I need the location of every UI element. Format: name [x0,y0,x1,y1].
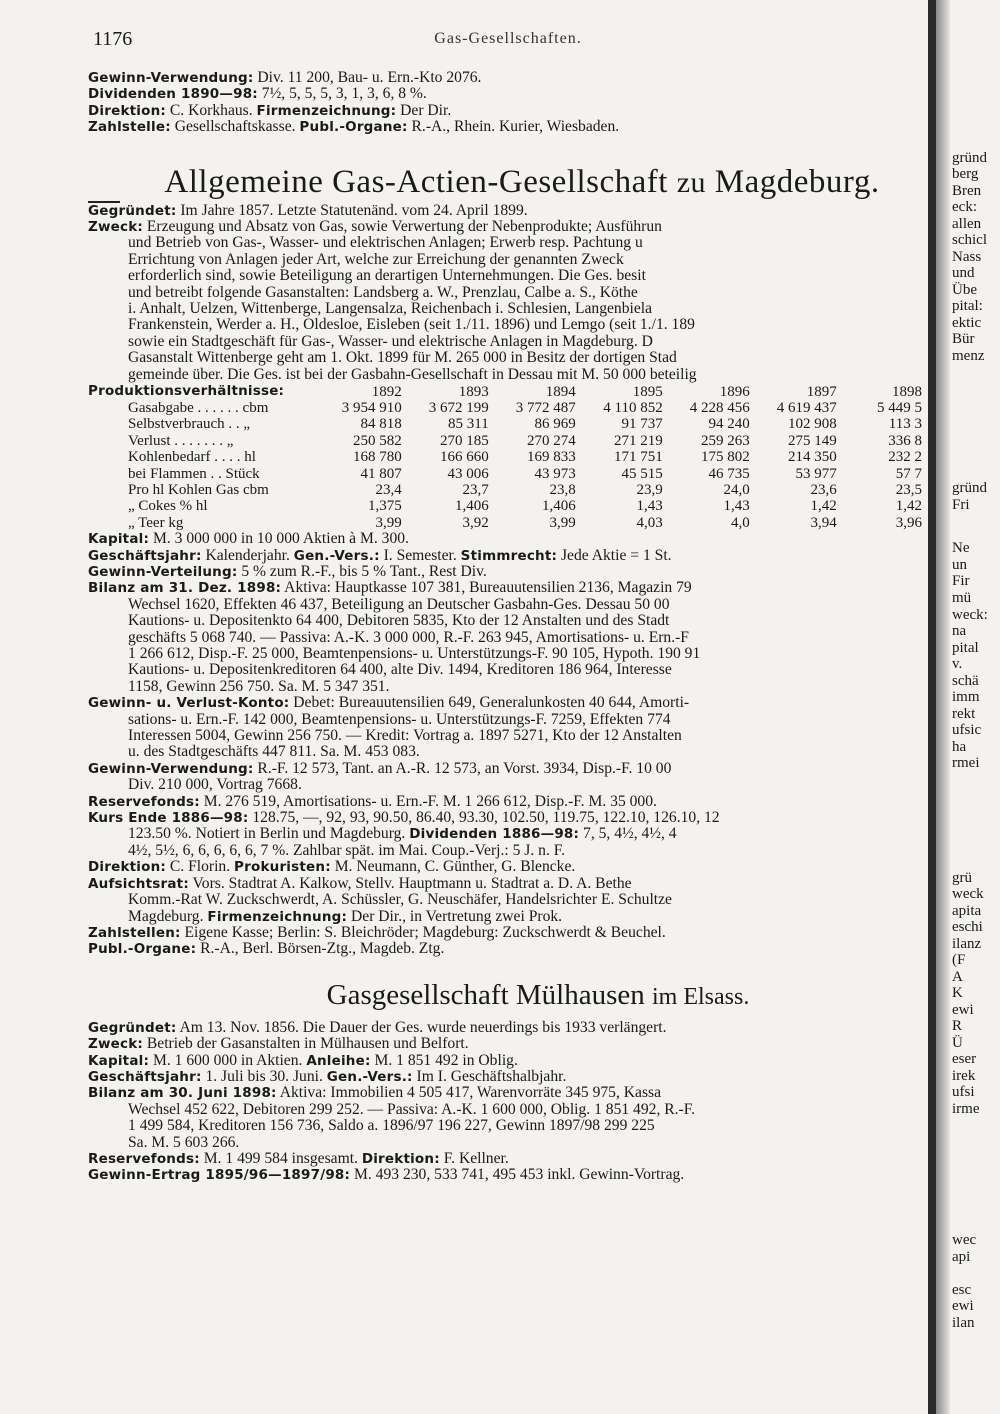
table-cell: 43 973 [534,465,576,482]
company-title-magdeburg [88,162,928,203]
table-cell: 169 833 [527,449,576,466]
table-cell: 84 818 [360,416,402,433]
margin-fragment: v. [952,656,963,672]
year-header: 1892 [371,383,402,400]
table-cell: 43 006 [447,465,489,482]
field-text: Am 13. Nov. 1856. Die Dauer der Ges. wurde neuerdings bis 1933 verlängert. [176,1019,667,1036]
row-label: Selbstverbrauch . . „ [128,416,251,433]
margin-fragment: mü [952,590,972,606]
field-key: Aufsichtsrat: [88,875,189,892]
field-key: Kapital: [88,531,150,548]
year-header: 1896 [719,383,750,400]
margin-fragment: gründ [952,480,987,496]
row-label: Verlust . . . . . . . „ [128,432,234,449]
table-row [128,433,928,449]
margin-fragment: weck [952,886,984,902]
field-text: Erzeugung und Absatz von Gas, sowie Verwertung der Nebenprodukte; Ausführun [143,219,662,236]
field-text: Eigene Kasse; Berlin: S. Bleichröder; Magdeburg: Zuckschwerdt & Beuchel. [180,924,666,941]
table-row [128,482,928,498]
field-text: R.-A., Rhein. Kurier, Wiesbaden. [407,119,620,136]
page-header [93,28,923,54]
table-cell: 1,406 [454,498,489,515]
field-text: 1 266 612, Disp.-F. 25 000, Beamtenpensions- u. Unterstützungs-F. 90 105, Hypoth. 190 91 [128,646,701,662]
title-main: Allgemeine Gas-Actien-Gesellschaft [164,163,668,200]
margin-fragment: ufsic [952,722,982,738]
field-text: Vors. Stadtrat A. Kalkow, Stellv. Hauptmann u. Stadtrat a. D. A. Bethe [188,875,632,892]
table-cell: 3 772 487 [515,399,576,416]
text-line [88,103,928,119]
text-line [88,1135,928,1151]
margin-fragment: ilanz [952,936,982,952]
year-header: 1894 [545,383,576,400]
field-text: F. Kellner. [439,1150,509,1167]
field-key: Gen.-Vers.: [293,547,380,564]
field-key: Gewinn-Verteilung: [88,563,238,580]
margin-fragment: Bür [952,331,975,347]
table-row [128,498,928,514]
field-key: Produktionsverhältnisse: [88,383,285,400]
page-fold [936,0,950,1414]
margin-fragment: A [952,969,963,985]
field-text: Kalenderjahr. [201,547,294,564]
text-line [88,86,928,102]
table-cell: 175 802 [701,449,750,466]
field-text: 7, 5, 4½, 4½, 4 [579,826,677,843]
table-cell: 23,4 [375,481,402,498]
row-label: bei Flammen . . Stück [128,465,260,482]
text-line [88,728,928,744]
field-text: 7½, 5, 5, 5, 3, 1, 3, 6, 8 %. [257,86,427,103]
running-title: Gas-Gesellschaften. [434,30,582,47]
field-key: Zweck: [88,219,143,236]
row-label: Kohlenbedarf . . . . hl [128,449,256,466]
table-cell: 113 3 [888,416,922,433]
field-key: Zweck: [88,1036,143,1053]
text-line [88,219,928,235]
table-cell: 23,8 [549,481,576,498]
field-text: Komm.-Rat W. Zuckschwerdt, A. Schüssler, G. Neuschäfer, Handelsrichter E. Schultze [128,892,672,909]
field-key: Bilanz am 31. Dez. 1898: [88,580,282,597]
field-text: I. Semester. [379,547,461,564]
field-text: Magdeburg. [128,908,208,925]
title-small: zu [676,165,707,199]
table-cell: 41 807 [360,465,402,482]
table-cell: 91 737 [621,416,663,433]
field-text: Jede Aktie = 1 St. [557,547,672,564]
text-line [88,761,928,777]
table-cell: 24,0 [723,481,750,498]
table-row [128,515,928,531]
year-header: 1893 [458,383,489,400]
margin-fragment: eser [952,1051,977,1067]
table-cell: 4,03 [636,514,663,531]
text-line [88,367,928,383]
margin-fragment: rmei [952,755,980,771]
text-line [88,679,928,695]
margin-fragment: irek [952,1068,976,1084]
field-key: Geschäftsjahr: [88,547,202,564]
text-line [88,268,928,284]
text-line [88,235,928,251]
margin-fragment: Fir [952,573,970,589]
field-text: Interessen 5004, Gewinn 256 750. — Kredit: Vortrag a. 1897 5271, Kto der 12 Anstalten [128,728,682,745]
text-line [88,695,928,711]
text-line [88,777,928,793]
margin-fragment: irme [952,1101,980,1117]
table-cell: 232 2 [888,449,922,466]
text-line [88,876,928,892]
text-line [88,662,928,678]
field-text: 1. Juli bis 30. Juni. [201,1068,327,1085]
table-cell: 1,375 [367,498,402,515]
text-line [88,712,928,728]
table-row [128,466,928,482]
field-key: Bilanz am 30. Juni 1898: [88,1085,277,1102]
table-cell: 1,43 [636,498,663,515]
field-key: Firmenzeichnung: [256,102,397,119]
margin-fragment: weck: [952,607,988,623]
table-cell: 94 240 [708,416,750,433]
field-key: Zahlstelle: [88,119,171,136]
margin-fragment: Fri [952,497,970,513]
table-cell: 1,42 [810,498,837,515]
field-zweck [88,219,928,383]
field-text: Im Jahre 1857. Letzte Statutenänd. vom 24. April 1899. [176,202,528,219]
year-header: 1897 [806,383,837,400]
text-line [88,531,928,547]
field-key: Geschäftsjahr: [88,1068,202,1085]
margin-fragment: ilan [952,1315,975,1331]
company2-details [88,1020,928,1184]
table-cell: 4 110 852 [603,399,663,416]
field-text: M. 1 851 492 in Oblig. [370,1052,518,1069]
field-text: C. Florin. [166,859,235,876]
text-line [88,843,928,859]
field-key: Publ.-Organe: [88,941,197,958]
field-text: M. 1 600 000 in Aktien. [149,1052,307,1069]
table-cell: 270 185 [439,432,489,449]
text-line [88,285,928,301]
text-line [88,909,928,925]
margin-fragment: ewi [952,1002,974,1018]
margin-fragment: K [952,985,963,1001]
table-cell: 3,99 [549,514,576,531]
table-cell: 4 228 456 [689,399,750,416]
table-cell: 3,96 [895,514,922,531]
field-text: 1 499 584, Kreditoren 156 736, Saldo a. 1896/97 196 227, Gewinn 1897/98 299 225 [128,1118,655,1135]
field-text: R.-A., Berl. Börsen-Ztg., Magdeb. Ztg. [196,941,445,958]
field-text: M. 1 499 584 insgesamt. [199,1150,362,1167]
text-line [88,859,928,875]
margin-fragment: menz [952,348,985,364]
table-cell: 1,42 [895,498,922,515]
text-line [88,580,928,596]
margin-fragment: wec [952,1232,977,1248]
field-text: sations- u. Ern.-F. 142 000, Beamtenpensions- u. Unterstützungs-F. 7259, Effekten 774 [128,711,671,728]
margin-fragment: Nass [952,249,982,265]
previous-entry [88,70,928,136]
text-line [88,1102,928,1118]
text-line [88,925,928,941]
text-line [88,1020,928,1036]
text-line [88,317,928,333]
field-text: R.-F. 12 573, Tant. an A.-R. 12 573, an Vorst. 3934, Disp.-F. 10 00 [253,760,672,777]
field-text: 5 % zum R.-F., bis 5 % Tant., Rest Div. [237,563,487,580]
text-line [88,1036,928,1052]
table-row [128,400,928,416]
field-text: Frankenstein, Werder a. H., Oldesloe, Eisleben (seit 1./11. 1896) und Lemgo (seit 1./1. 189 [128,317,695,334]
company1-details [88,531,928,958]
text-line [88,1151,928,1167]
text-line [88,350,928,366]
margin-fragment: pital [952,640,979,656]
text-line [88,613,928,629]
field-text: Der Dir. [396,102,452,119]
field-text: Wechsel 452 622, Debitoren 299 252. — Passiva: A.-K. 1 600 000, Oblig. 1 851 492, R.-F. [128,1101,696,1118]
margin-fragment: api [952,1249,971,1265]
text-line [88,548,928,564]
table-cell: 259 263 [701,432,750,449]
field-key: Kapital: [88,1052,150,1069]
margin-fragment: esc [952,1282,972,1298]
field-text: C. Korkhaus. [166,102,257,119]
table-cell: 336 8 [888,432,922,449]
field-text: M. Neumann, C. Günther, G. Blencke. [330,859,576,876]
field-gegruendet [88,203,928,219]
text-line [88,597,928,613]
field-text: M. 493 230, 533 741, 495 453 inkl. Gewinn-Vortrag. [350,1167,685,1184]
field-text: 4½, 5½, 6, 6, 6, 6, 6, 7 %. Zahlbar spät. im Mai. Coup.-Verj.: 5 J. n. F. [128,842,566,859]
text-line [88,334,928,350]
table-cell: 23,6 [810,481,837,498]
text-line [88,794,928,810]
table-cell: 214 350 [788,449,837,466]
field-text: geschäfts 5 068 740. — Passiva: A.-K. 3 000 000, R.-F. 263 945, Amortisations- u. Ern.-F [128,629,689,646]
field-key: Gewinn- u. Verlust-Konto: [88,695,290,712]
field-text: gemeinde über. Die Ges. ist bei der Gasbahn-Gesellschaft in Dessau mit M. 50 000 beteilig [128,366,697,383]
text-column [88,70,928,1184]
field-text: sowie ein Stadtgeschäft für Gas-, Wasser- und elektrische Anlagen in Magdeburg. D [128,333,653,350]
text-line [88,1167,928,1183]
field-text: Wechsel 1620, Effekten 46 437, Beteiligung an Deutscher Gasbahn-Ges. Dessau 50 00 [128,596,670,613]
margin-fragment: Ne [952,540,970,556]
text-line [88,1085,928,1101]
table-cell: 1,406 [542,498,576,515]
text-line [88,646,928,662]
text-line [88,892,928,908]
text-line [88,1118,928,1134]
field-text: i. Anhalt, Uelzen, Wittenberge, Langensalza, Reichenbach i. Schlesien, Langenbiela [128,301,653,318]
margin-fragment: gründ [952,150,987,166]
field-text: Div. 210 000, Vortrag 7668. [128,777,302,794]
margin-fragment: eck: [952,199,977,215]
margin-fragment: imm [952,689,980,705]
table-cell: 1,43 [723,498,750,515]
field-text: Debet: Bureauutensilien 649, Generalunkosten 40 644, Amorti- [289,695,690,712]
margin-fragment: grü [952,870,972,886]
text-line [88,744,928,760]
table-cell: 23,7 [462,481,489,498]
field-key: Dividenden 1890—98: [88,86,258,103]
text-line [88,119,928,135]
field-key: Direktion: [88,859,166,876]
row-label: „ Teer kg [128,514,184,531]
table-cell: 3,94 [810,514,837,531]
field-key: Anleihe: [306,1052,371,1069]
table-cell: 23,9 [636,481,663,498]
field-key: Zahlstellen: [88,924,181,941]
table-row [128,449,928,465]
field-text: und betreibt folgende Gasanstalten: Landsberg a. W., Prenzlau, Calbe a. S., Köthe [128,284,638,301]
field-key: Stimmrecht: [460,547,558,564]
adjacent-page-fragments [950,0,1000,1414]
margin-fragment: und [952,265,975,281]
table-cell: 275 149 [788,432,837,449]
margin-fragment: ha [952,739,967,755]
field-text: erforderlich sind, sowie Beteiligung an derartigen Unternehmungen. Die Ges. besit [128,268,646,285]
margin-fragment: Bren [952,183,982,199]
field-key: Gen.-Vers.: [326,1068,413,1085]
field-key: Gegründet: [88,1019,177,1036]
field-key: Dividenden 1886—98: [409,826,580,843]
year-header: 1898 [892,383,922,400]
field-key: Firmenzeichnung: [207,908,348,925]
field-key: Reservefonds: [88,793,200,810]
table-cell: 86 969 [534,416,576,433]
table-cell: 3 672 199 [428,399,489,416]
margin-fragment: Ü [952,1035,963,1051]
field-text: Kautions- u. Depositenkreditoren 64 400, alte Div. 1494, Kreditoren 186 964, Interesse [128,662,672,679]
field-text: und Betrieb von Gas-, Wasser- und elektrischen Anlagen; Erwerb resp. Pachtung u [128,235,643,252]
table-cell: 46 735 [708,465,750,482]
field-key: Gewinn-Verwendung: [88,70,254,86]
field-key: Direktion: [361,1150,440,1167]
table-cell: 3,92 [462,514,489,531]
table-cell: 85 311 [448,416,489,433]
margin-fragment: (F [952,952,966,968]
year-header: 1895 [632,383,663,400]
text-line [88,1069,928,1085]
text-line [88,826,928,842]
row-label: Pro hl Kohlen Gas cbm [128,481,269,498]
row-label: „ Cokes % hl [128,498,208,515]
field-key: Gegründet: [88,202,177,219]
field-text: Kautions- u. Depositenkto 64 400, Debitoren 5835, Kto der 12 Anstalten und des Stadt [128,613,670,630]
field-text: Errichtung von Anlagen jeder Art, welche zur Erreichung der genannten Zweck [128,251,624,268]
field-key: Kurs Ende 1886—98: [88,810,249,827]
table-row [128,416,928,432]
field-text: 128.75, —, 92, 93, 90.50, 86.40, 93.30, 102.50, 119.75, 122.10, 126.10, 12 [248,810,720,827]
field-text: Gesellschaftskasse. [170,119,300,136]
title-main: Gasgesellschaft Mülhausen [326,978,645,1011]
field-text: Im I. Geschäftshalbjahr. [412,1068,567,1085]
text-line [88,810,928,826]
margin-fragment: eschi [952,919,983,935]
margin-fragment: allen [952,216,982,232]
margin-fragment: un [952,557,967,573]
field-text: Der Dir., in Vertretung zwei Prok. [347,908,563,925]
field-text: u. des Stadtgeschäfts 447 811. Sa. M. 453 083. [128,744,420,761]
field-text: Sa. M. 5 603 266. [128,1134,240,1151]
field-text: Div. 11 200, Bau- u. Ern.-Kto 2076. [253,70,482,86]
field-key: Prokuristen: [234,859,331,876]
field-text: M. 276 519, Amortisations- u. Ern.-F. M. 1 266 612, Disp.-F. M. 35 000. [199,793,657,810]
margin-fragment: berg [952,166,979,182]
margin-fragment: ufsi [952,1084,975,1100]
field-text: Gasanstalt Wittenberge geht am 1. Okt. 1899 für M. 265 000 in Besitz der dortigen Stad [128,350,677,367]
margin-fragment: pital: [952,298,983,314]
margin-fragment: ektic [952,315,982,331]
table-cell: 45 515 [621,465,663,482]
margin-fragment: R [952,1018,963,1034]
production-table [128,384,928,532]
table-cell: 171 751 [613,449,663,466]
field-text: M. 3 000 000 in 10 000 Aktien à M. 300. [149,531,409,548]
text-line [88,941,928,957]
title-small: im Elsass. [652,983,750,1010]
margin-fragment: rekt [952,706,976,722]
field-text: 1158, Gewinn 256 750. Sa. M. 5 347 351. [128,678,390,695]
field-key: Direktion: [88,102,166,119]
table-cell: 4 619 437 [776,399,837,416]
table-cell: 270 274 [527,432,576,449]
title-city: Magdeburg. [714,163,880,200]
table-cell: 4,0 [731,514,750,531]
field-key: Reservefonds: [88,1150,200,1167]
table-cell: 57 7 [895,465,922,482]
table-cell: 271 219 [613,432,663,449]
table-cell: 5 449 5 [877,399,922,416]
field-key: Gewinn-Verwendung: [88,760,254,777]
field-text: Aktiva: Hauptkasse 107 381, Bureauutensilien 2136, Magazin 79 [281,580,692,597]
table-cell: 102 908 [788,416,837,433]
margin-fragment: apita [952,903,982,919]
row-label: Gasabgabe . . . . . . cbm [128,399,269,416]
text-line [88,70,928,86]
page-gutter-shadow [928,0,936,1414]
table-cell: 250 582 [352,432,402,449]
text-line [88,564,928,580]
field-text: 123.50 %. Notiert in Berlin und Magdeburg. [128,826,410,843]
text-line [88,301,928,317]
margin-fragment: schä [952,673,979,689]
margin-fragment: schicl [952,232,987,248]
table-cell: 3 954 910 [341,399,402,416]
field-key: Gewinn-Ertrag 1895/96—1897/98: [88,1167,351,1184]
table-cell: 53 977 [795,465,837,482]
margin-fragment: Übe [952,282,977,298]
field-text: Betrieb der Gasanstalten in Mülhausen und Belfort. [143,1036,469,1053]
text-line [88,252,928,268]
table-cell: 23,5 [895,481,922,498]
company-title-muelhausen [88,976,928,1016]
margin-fragment: ewi [952,1298,974,1314]
table-cell: 3,99 [375,514,402,531]
text-line [88,630,928,646]
field-text: Aktiva: Immobilien 4 505 417, Warenvorräte 345 975, Kassa [276,1085,662,1102]
page-number: 1176 [93,28,133,50]
text-line [88,1053,928,1069]
field-key: Publ.-Organe: [299,119,408,136]
margin-fragment: na [952,623,967,639]
table-cell: 168 780 [352,449,402,466]
table-cell: 166 660 [439,449,489,466]
